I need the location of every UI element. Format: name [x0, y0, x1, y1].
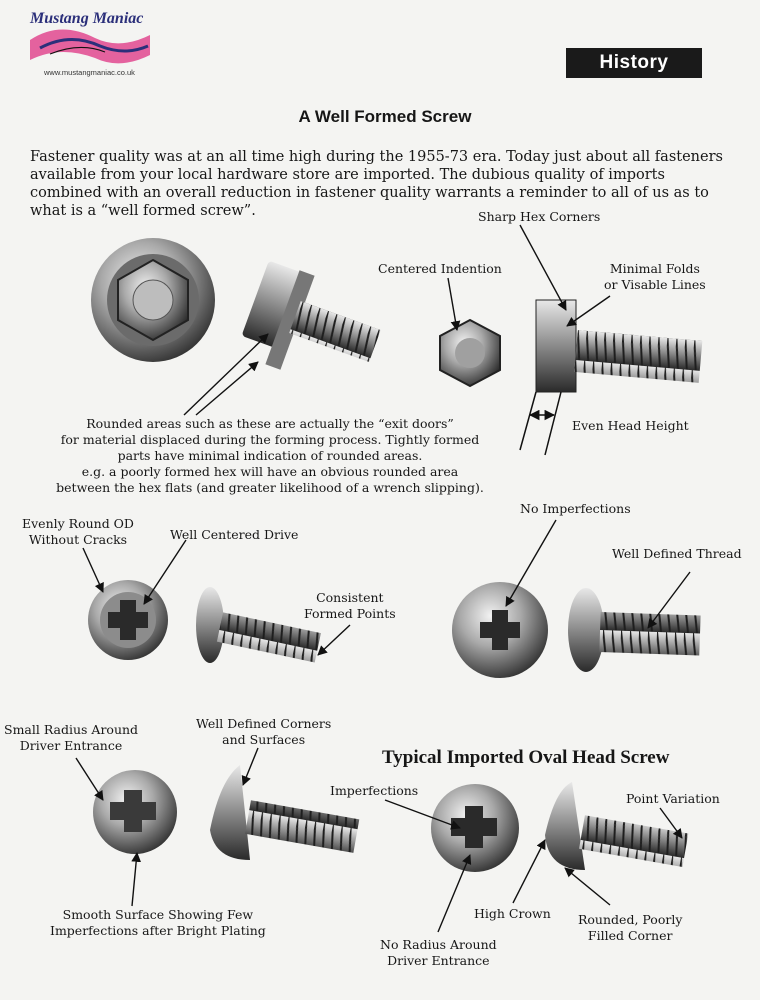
label-even-head-height: Even Head Height [572, 418, 689, 433]
intro-paragraph: Fastener quality was at an all time high during the 1955-73 era. Today just about all fasteners available from your local hardware store are imported. The dubious quality of imports combined with an overall reduction in fastener quality warrants a reminder to all of us as to what is a “well formed screw”. [30, 149, 723, 219]
label-point-variation: Point Variation [626, 791, 720, 806]
subheading-typical-imported: Typical Imported Oval Head Screw [382, 747, 670, 768]
label-rounded-areas: Rounded areas such as these are actually the “exit doors” for material displaced during the forming process. Tightly formed parts have minimal indication of rounded areas. e.g. a poorly formed hex will have an obvious rounded area between the hex flats (and greater likelihood of a wrench slipping). [56, 416, 484, 495]
hex-washer-screw-side [242, 261, 381, 370]
phillips-screw-side-left [196, 587, 321, 663]
section-badge: History [566, 48, 702, 78]
label-no-imperfections: No Imperfections [520, 501, 631, 516]
label-imperfections: Imperfections [330, 783, 419, 798]
phillips-screw-face-left [88, 580, 168, 660]
label-centered-indention: Centered Indention [378, 261, 502, 276]
logo-url: www.mustangmaniac.co.uk [44, 68, 135, 77]
label-consistent-points: Consistent Formed Points [304, 590, 396, 621]
label-evenly-round: Evenly Round OD Without Cracks [22, 516, 134, 547]
page-title: A Well Formed Screw [298, 107, 472, 126]
label-smooth-surface: Smooth Surface Showing Few Imperfections after Bright Plating [50, 907, 266, 938]
phillips-screw-side-right [568, 588, 701, 672]
oval-screw-face-imported [431, 784, 519, 872]
phillips-screw-face-right [452, 582, 548, 678]
oval-screw-face-good [93, 770, 177, 854]
label-sharp-hex-corners: Sharp Hex Corners [478, 209, 601, 224]
hex-washer-screw-face [91, 238, 215, 362]
label-well-centered-drive: Well Centered Drive [170, 527, 299, 542]
oval-screw-side-good [210, 765, 359, 860]
label-high-crown: High Crown [474, 906, 551, 921]
label-well-defined-thread: Well Defined Thread [612, 546, 742, 561]
label-small-radius: Small Radius Around Driver Entrance [4, 722, 139, 753]
label-minimal-folds: Minimal Folds or Visable Lines [604, 261, 706, 292]
label-no-radius: No Radius Around Driver Entrance [380, 937, 497, 968]
hex-head-end-view [440, 320, 500, 386]
label-rounded-poorly: Rounded, Poorly Filled Corner [578, 912, 683, 943]
logo-brand: Mustang Maniac [30, 10, 144, 27]
logo [8, 8, 158, 86]
label-well-defined-corners: Well Defined Corners and Surfaces [196, 716, 332, 747]
